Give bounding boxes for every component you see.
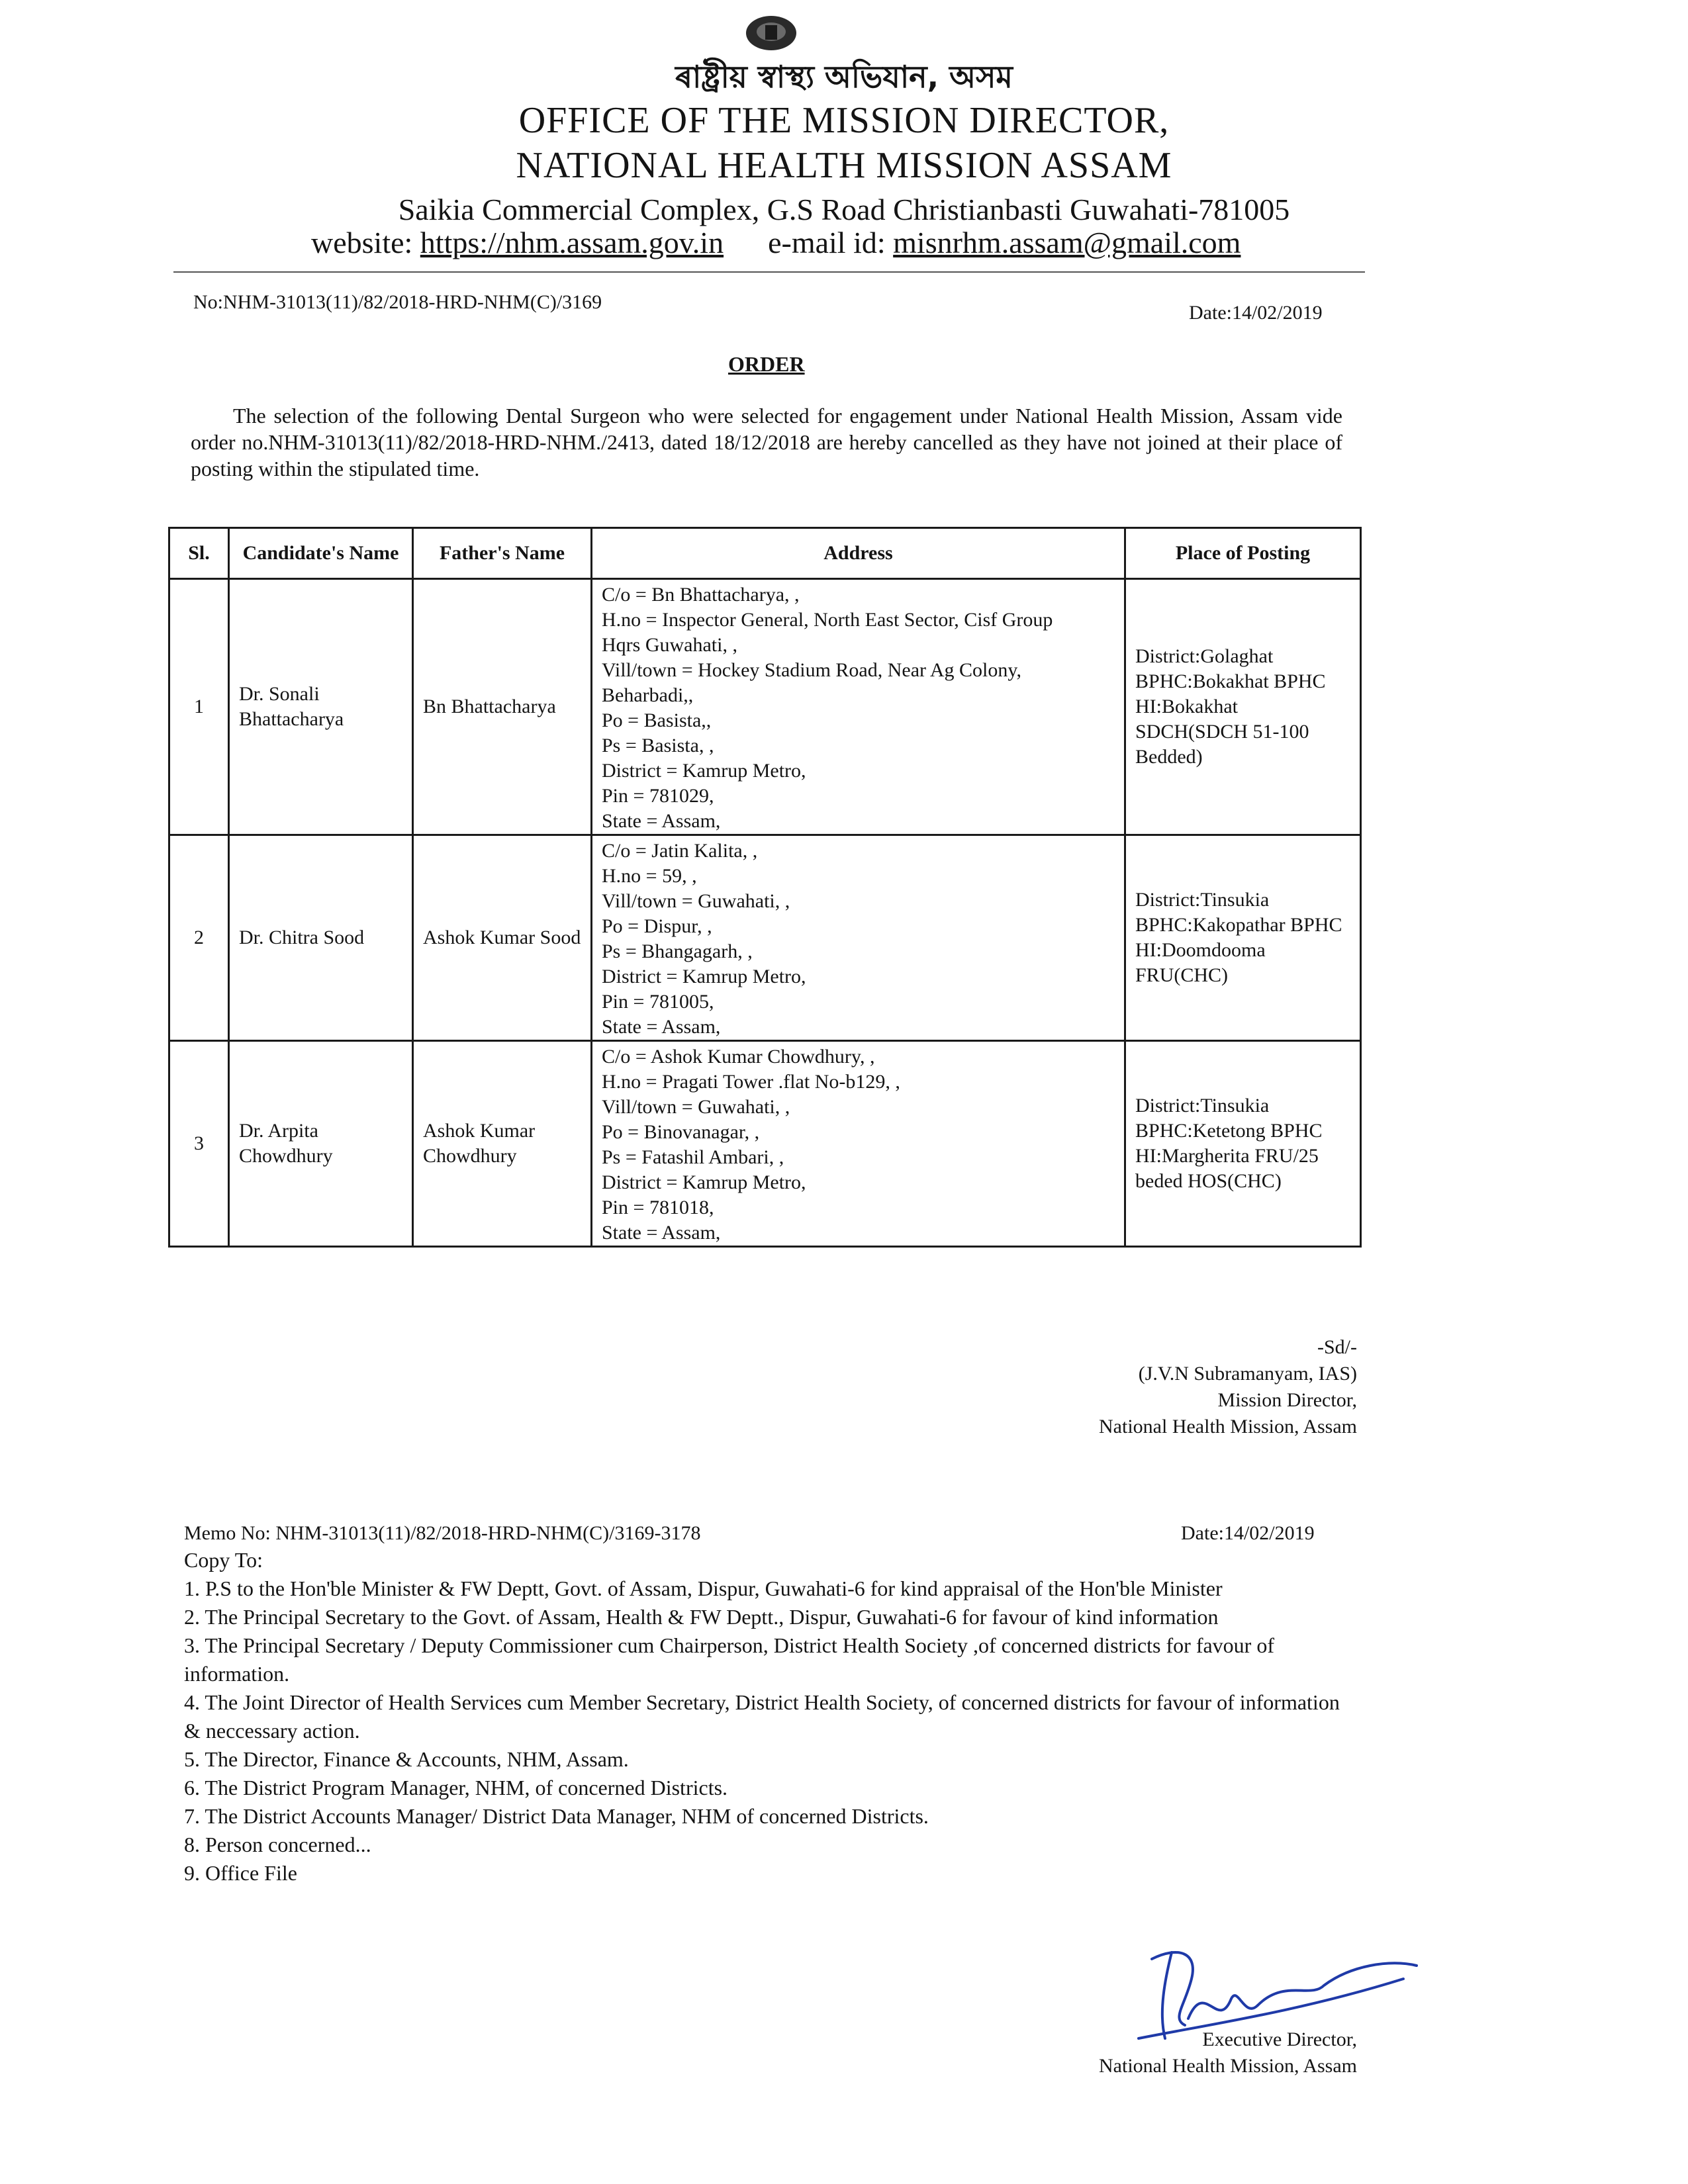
signoff-org: National Health Mission, Assam: [1099, 1416, 1357, 1437]
address-line: Pin = 781018,: [602, 1197, 714, 1218]
emblem-icon: [735, 12, 808, 52]
list-item: 1. P.S to the Hon'ble Minister & FW Deptt, Govt. of Assam, Dispur, Guwahati-6 for kind appraisal of the Hon'ble Minister: [184, 1576, 1223, 1600]
signoff-designation: Mission Director,: [1217, 1389, 1357, 1411]
order-title: ORDER: [728, 352, 805, 376]
memo-number: Memo No: NHM-31013(11)/82/2018-HRD-NHM(C)/3169-3178: [184, 1522, 701, 1544]
contact-line: [311, 225, 1241, 260]
copy-to-list: [184, 1546, 1349, 1888]
row-father-name: Ashok Kumar Sood: [413, 835, 592, 1041]
address-line: Pin = 781005,: [602, 991, 714, 1013]
header-father: Father's Name: [413, 528, 592, 579]
row-address: [592, 579, 1125, 835]
row-place-of-posting: District:Tinsukia BPHC:Ketetong BPHC HI:Margherita FRU/25 beded HOS(CHC): [1125, 1041, 1361, 1247]
memo-date: Date:14/02/2019: [1181, 1522, 1315, 1544]
address-line: H.no = Inspector General, North East Sector, Cisf Group: [602, 609, 1053, 631]
address-line: State = Assam,: [602, 1222, 721, 1244]
row-sl: 3: [169, 1041, 229, 1247]
mission-title: NATIONAL HEALTH MISSION ASSAM: [516, 145, 1172, 186]
address-line: Beharbadi,,: [602, 684, 694, 706]
row-address: [592, 835, 1125, 1041]
address-line: Vill/town = Guwahati, ,: [602, 890, 790, 912]
address-line: Ps = Fatashil Ambari, ,: [602, 1146, 784, 1168]
list-item: 3. The Principal Secretary / Deputy Commissioner cum Chairperson, District Health Society ,of concerned districts for favour of information.: [184, 1633, 1274, 1686]
address-line: State = Assam,: [602, 810, 721, 832]
address-line: C/o = Ashok Kumar Chowdhury, ,: [602, 1046, 875, 1068]
row-place-of-posting: District:Tinsukia BPHC:Kakopathar BPHC HI:Doomdooma FRU(CHC): [1125, 835, 1361, 1041]
address-line: C/o = Jatin Kalita, ,: [602, 840, 758, 862]
row-address: [592, 1041, 1125, 1247]
header-address: Address: [592, 528, 1125, 579]
address-line: Po = Dispur, ,: [602, 915, 712, 937]
row-father-name: Ashok Kumar Chowdhury: [413, 1041, 592, 1247]
row-candidate-name: Dr. Chitra Sood: [229, 835, 413, 1041]
signoff-sd: -Sd/-: [1317, 1336, 1357, 1358]
list-item: 5. The Director, Finance & Accounts, NHM, Assam.: [184, 1747, 629, 1771]
footer-signatory: [980, 2026, 1357, 2079]
address-line: District = Kamrup Metro,: [602, 760, 806, 782]
header-sl: Sl.: [169, 528, 229, 579]
row-father-name: Bn Bhattacharya: [413, 579, 592, 835]
list-item: 6. The District Program Manager, NHM, of concerned Districts.: [184, 1776, 728, 1799]
table-row: [169, 835, 1361, 1041]
email-link[interactable]: misnrhm.assam@gmail.com: [893, 226, 1241, 259]
list-item: 4. The Joint Director of Health Services cum Member Secretary, District Health Society, of concerned districts for favour of information & neccessary action.: [184, 1690, 1340, 1743]
address-line: Po = Basista,,: [602, 709, 712, 731]
header-posting: Place of Posting: [1125, 528, 1361, 579]
row-sl: 2: [169, 835, 229, 1041]
header-name: Candidate's Name: [229, 528, 413, 579]
address-line: H.no = Pragati Tower .flat No-b129, ,: [602, 1071, 900, 1093]
reference-date: Date:14/02/2019: [1189, 302, 1323, 324]
footer-designation: Executive Director,: [1202, 2028, 1357, 2050]
office-address: Saikia Commercial Complex, G.S Road Christianbasti Guwahati-781005: [398, 193, 1290, 226]
address-line: Vill/town = Hockey Stadium Road, Near Ag Colony,: [602, 659, 1021, 681]
list-item: 9. Office File: [184, 1861, 297, 1885]
row-place-of-posting: District:Golaghat BPHC:Bokakhat BPHC HI:Bokakhat SDCH(SDCH 51-100 Bedded): [1125, 579, 1361, 835]
address-line: Vill/town = Guwahati, ,: [602, 1096, 790, 1118]
copy-to-label: Copy To:: [184, 1548, 263, 1572]
signoff-name: (J.V.N Subramanyam, IAS): [1138, 1363, 1357, 1385]
order-body: The selection of the following Dental Surgeon who were selected for engagement under National Health Mission, Assam vide order no.NHM-31013(11)/82/2018-HRD-NHM./2413, dated 18/12/2018 are hereby cancelled as they have not joined at their place of posting within the stipulated time.: [191, 404, 1342, 480]
list-item: 7. The District Accounts Manager/ District Data Manager, NHM of concerned Districts.: [184, 1804, 929, 1828]
address-line: Hqrs Guwahati, ,: [602, 634, 737, 656]
row-candidate-name: Dr. Arpita Chowdhury: [229, 1041, 413, 1247]
address-line: H.no = 59, ,: [602, 865, 697, 887]
footer-org: National Health Mission, Assam: [1099, 2055, 1357, 2077]
bengali-title: ৰাষ্ট্ৰীয় স্বাস্থ্য অভিযান, অসম: [675, 59, 1013, 95]
address-line: Po = Binovanagar, ,: [602, 1121, 760, 1143]
list-item: 8. Person concerned...: [184, 1833, 371, 1856]
address-line: C/o = Bn Bhattacharya, ,: [602, 584, 800, 606]
website-label: website:: [311, 226, 413, 259]
table-row: [169, 1041, 1361, 1247]
email-label: e-mail id:: [768, 226, 886, 259]
website-link[interactable]: https://nhm.assam.gov.in: [420, 226, 724, 259]
signoff-block: [980, 1334, 1357, 1440]
office-title: OFFICE OF THE MISSION DIRECTOR,: [518, 100, 1170, 141]
address-line: District = Kamrup Metro,: [602, 1171, 806, 1193]
header-divider: [173, 271, 1365, 273]
table-header-row: [169, 528, 1361, 579]
address-line: Ps = Bhangagarh, ,: [602, 940, 753, 962]
reference-number: No:NHM-31013(11)/82/2018-HRD-NHM(C)/3169: [193, 291, 602, 313]
address-line: District = Kamrup Metro,: [602, 966, 806, 987]
row-candidate-name: Dr. Sonali Bhattacharya: [229, 579, 413, 835]
address-line: State = Assam,: [602, 1016, 721, 1038]
address-line: Pin = 781029,: [602, 785, 714, 807]
table-row: [169, 579, 1361, 835]
list-item: 2. The Principal Secretary to the Govt. of Assam, Health & FW Deptt., Dispur, Guwahati-6 for favour of kind information: [184, 1605, 1219, 1629]
candidates-table: [168, 527, 1362, 1248]
row-sl: 1: [169, 579, 229, 835]
address-line: Ps = Basista, ,: [602, 735, 714, 756]
